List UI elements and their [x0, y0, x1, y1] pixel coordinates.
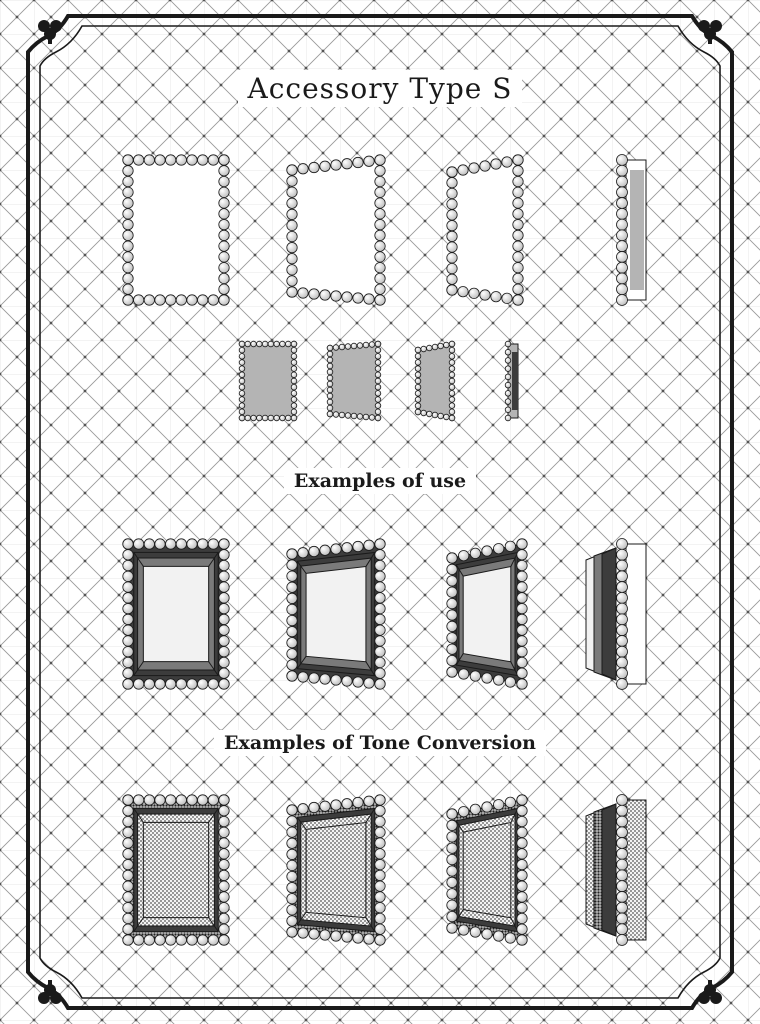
section-heading-examples-text: Examples of use [284, 468, 476, 494]
examples-row [123, 539, 646, 690]
tone-gem-frame [287, 795, 385, 945]
small-panel-frame [327, 341, 381, 421]
gem-frame [123, 539, 229, 689]
gem-frame [287, 539, 385, 689]
section-heading-tone-text: Examples of Tone Conversion [214, 730, 546, 756]
outline-frame [447, 155, 523, 305]
gem-frame [586, 539, 646, 690]
tone-gem-frame [586, 795, 646, 946]
small-panel-frame [505, 341, 518, 421]
small-panel-frame [415, 341, 455, 421]
frame-row [123, 155, 646, 306]
tone-gem-frame [123, 795, 229, 945]
outline-frame [617, 155, 647, 306]
small-panel-frame [239, 341, 297, 421]
page-title-text: Accessory Type S [238, 70, 523, 107]
tone-gem-frame [447, 795, 527, 945]
tone-row [123, 795, 646, 946]
small-frame-row [239, 341, 518, 421]
outline-frame [123, 155, 229, 305]
outline-frame [287, 155, 385, 305]
gem-frame [447, 539, 527, 689]
